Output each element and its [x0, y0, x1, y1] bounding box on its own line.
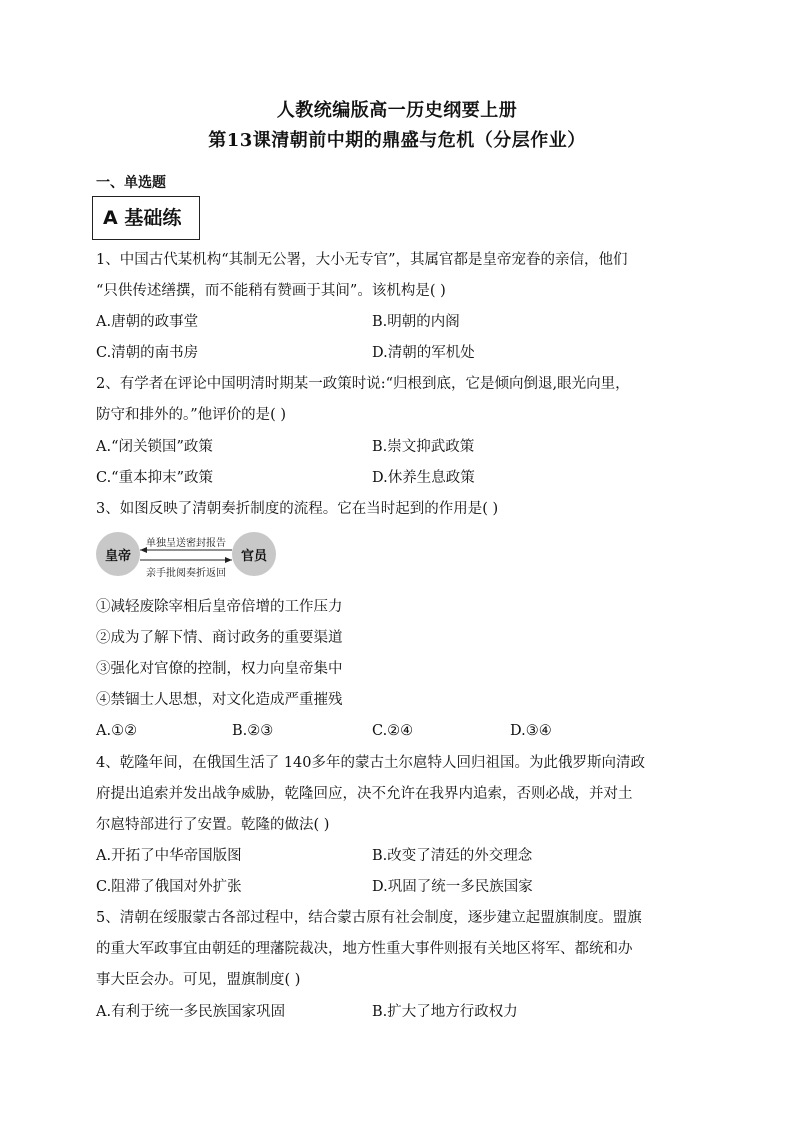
question-2-option-c[interactable]: C.“重本抑末”政策 — [96, 470, 214, 486]
question-5-stem-line-1: 5、清朝在绥服蒙古各部过程中，结合蒙古原有社会制度，逐步建立起盟旗制度。盟旗 — [96, 910, 642, 926]
official-node: 官员 — [232, 532, 276, 576]
question-2-stem-line-2: 防守和排外的。”他评价的是( ) — [96, 407, 287, 423]
question-1-option-b[interactable]: B.明朝的内阁 — [372, 314, 460, 330]
question-3-option-c[interactable]: C.②④ — [372, 723, 414, 739]
level-badge — [92, 196, 200, 240]
question-5-stem-line-2: 的重大军政事宜由朝廷的理藩院裁决，地方性重大事件则报有关地区将军、都统和办 — [96, 941, 633, 957]
memorial-flow-diagram — [96, 530, 276, 582]
question-2-option-b[interactable]: B.崇文抑武政策 — [372, 439, 475, 455]
document-subtitle: 第13课清朝前中期的鼎盛与危机（分层作业） — [208, 130, 586, 151]
question-3-option-b[interactable]: B.②③ — [232, 723, 274, 739]
question-3-statement-2: ②成为了解下情、商讨政务的重要渠道 — [96, 630, 343, 646]
question-3-option-d[interactable]: D.③④ — [510, 723, 552, 739]
question-1-option-c[interactable]: C.清朝的南书房 — [96, 345, 199, 361]
question-3-statement-3: ③强化对官僚的控制，权力向皇帝集中 — [96, 661, 343, 677]
question-2-stem-line-1: 2、有学者在评论中国明清时期某一政策时说:“归根到底，它是倾向倒退,眼光向里， — [96, 376, 630, 392]
question-5-stem-line-3: 事大臣会办。可见，盟旗制度( ) — [96, 972, 301, 988]
question-5-option-b[interactable]: B.扩大了地方行政权力 — [372, 1004, 518, 1020]
arrow-to-official-head — [225, 557, 232, 563]
question-4-option-b[interactable]: B.改变了清廷的外交理念 — [372, 848, 533, 864]
section-heading: 一、单选题 — [96, 175, 166, 191]
question-2-option-d[interactable]: D.休养生息政策 — [372, 470, 475, 486]
question-3-statement-1: ①减轻废除宰相后皇帝倍增的工作压力 — [96, 599, 343, 615]
question-4-stem-line-3: 尔扈特部进行了安置。乾隆的做法( ) — [96, 817, 330, 833]
question-2-option-a[interactable]: A.“闭关锁国”政策 — [96, 439, 213, 455]
question-1-option-d[interactable]: D.清朝的军机处 — [372, 345, 475, 361]
question-3-stem-line-1: 3、如图反映了清朝奏折制度的流程。它在当时起到的作用是( ) — [96, 501, 499, 517]
question-4-option-c[interactable]: C.阻滞了俄国对外扩张 — [96, 879, 242, 895]
document-title: 人教统编版高一历史纲要上册 — [276, 100, 518, 121]
question-1-option-a[interactable]: A.唐朝的政事堂 — [96, 314, 199, 330]
question-4-stem-line-2: 府提出追索并发出战争威胁，乾隆回应，决不允许在我界内追索，否则必战，并对土 — [96, 786, 633, 802]
arrow-label-bottom: 亲手批阅奏折返回 — [146, 568, 226, 579]
question-3-option-a[interactable]: A.①② — [96, 723, 138, 739]
question-4-option-d[interactable]: D.巩固了统一多民族国家 — [372, 879, 533, 895]
question-5-option-a[interactable]: A.有利于统一多民族国家巩固 — [96, 1004, 286, 1020]
level-badge-label: A 基础练 — [103, 207, 182, 229]
arrow-label-top: 单独呈送密封报告 — [146, 538, 226, 549]
question-1-stem-line-2: “只供传述缮撰，而不能稍有赞画于其间”。该机构是( ) — [96, 283, 446, 299]
question-4-stem-line-1: 4、乾隆年间，在俄国生活了 140多年的蒙古土尔扈特人回归祖国。为此俄罗斯向清政 — [96, 755, 646, 771]
question-1-stem-line-1: 1、中国古代某机构“其制无公署，大小无专官”，其属官都是皇帝宠眷的亲信，他们 — [96, 252, 628, 268]
emperor-node: 皇帝 — [96, 532, 140, 576]
question-4-option-a[interactable]: A.开拓了中华帝国版图 — [96, 848, 242, 864]
question-3-statement-4: ④禁锢士人思想，对文化造成严重摧残 — [96, 692, 343, 708]
